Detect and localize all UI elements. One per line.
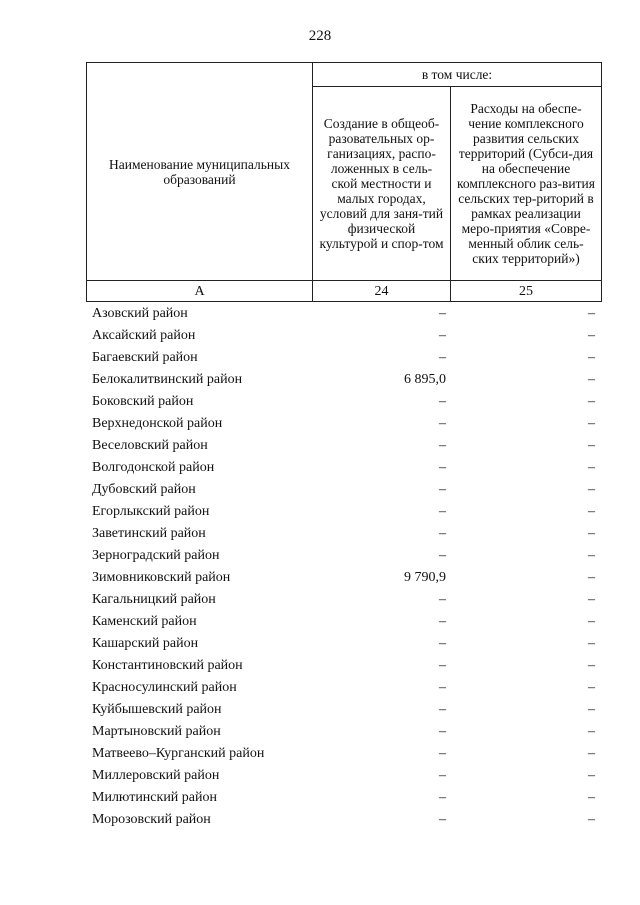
value-col-24: – [439,504,446,519]
table-row [86,457,601,479]
value-col-25: – [588,548,595,563]
table-row [86,523,601,545]
value-col-24: – [439,636,446,651]
municipality-name: Кашарский район [92,636,199,651]
column-24-title: Создание в общеоб-разовательных ор-ганизациях, распо-ложенных в сель-ской местности и малых городах, условий для заня-тий физической культурой и спор-том [319,116,444,251]
municipality-column-header [87,63,313,281]
group-header-label: в том числе: [421,67,493,82]
table-row [86,545,601,567]
value-col-25: – [588,394,595,409]
table-body [86,303,601,831]
value-col-24: – [439,702,446,717]
table-row [86,743,601,765]
value-col-25: – [588,724,595,739]
value-col-24: – [439,350,446,365]
municipality-name: Константиновский район [92,658,243,673]
value-col-24: – [439,680,446,695]
municipality-name: Дубовский район [92,482,196,497]
column-25-title: Расходы на обеспе-чение комплексного развития сельских территорий (Субси-дия на обеспечение комплексного раз-вития сельских тер-риторий в рамках реализации меро-приятия «Совре-менный облик сель-ских территорий») [457,101,595,266]
table-row [86,765,601,787]
table-row [86,501,601,523]
table-row [86,655,601,677]
municipality-name: Зерноградский район [92,548,220,563]
value-col-25: – [588,350,595,365]
table-row [86,325,601,347]
value-col-25: – [588,658,595,673]
table-row [86,435,601,457]
municipality-name: Аксайский район [92,328,196,343]
value-col-24: – [439,548,446,563]
table-row [86,413,601,435]
municipality-name: Куйбышевский район [92,702,222,717]
value-col-24: – [439,482,446,497]
value-col-25: – [588,768,595,783]
column-index-a: А [87,281,313,302]
municipality-name: Багаевский район [92,350,198,365]
value-col-25: – [588,702,595,717]
value-col-25: – [588,372,595,387]
value-col-24: – [439,460,446,475]
value-col-25: – [588,746,595,761]
table-row [86,589,601,611]
value-col-24: 6 895,0 [404,372,446,387]
value-col-24: – [439,812,446,827]
value-col-24: – [439,746,446,761]
value-col-24: 9 790,9 [404,570,446,585]
value-col-24: – [439,724,446,739]
table-row [86,699,601,721]
municipality-name: Кагальницкий район [92,592,216,607]
value-col-25: – [588,592,595,607]
municipality-name: Миллеровский район [92,768,220,783]
table-row [86,611,601,633]
municipality-name: Азовский район [92,306,188,321]
table-row [86,721,601,743]
value-col-24: – [439,416,446,431]
value-col-25: – [588,636,595,651]
value-col-24: – [439,328,446,343]
table-row [86,479,601,501]
municipality-name: Верхнедонской район [92,416,223,431]
municipality-name: Милютинский район [92,790,218,805]
table-row [86,677,601,699]
value-col-24: – [439,790,446,805]
value-col-25: – [588,438,595,453]
table-row [86,391,601,413]
value-col-25: – [588,328,595,343]
table-header [86,62,602,302]
municipality-column-title: Наименование муниципальных образований [109,156,290,187]
value-col-25: – [588,812,595,827]
value-col-25: – [588,460,595,475]
table-row [86,787,601,809]
value-col-25: – [588,482,595,497]
municipality-name: Боковский район [92,394,194,409]
municipality-name: Мартыновский район [92,724,221,739]
municipality-name: Зимовниковский район [92,570,231,585]
value-col-25: – [588,306,595,321]
value-col-25: – [588,526,595,541]
value-col-25: – [588,570,595,585]
table-row [86,633,601,655]
value-col-24: – [439,658,446,673]
table-row [86,347,601,369]
group-header [313,63,602,87]
municipality-name: Белокалитвинский район [92,372,243,387]
value-col-25: – [588,790,595,805]
municipality-name: Каменский район [92,614,197,629]
value-col-25: – [588,614,595,629]
value-col-25: – [588,680,595,695]
municipality-name: Веселовский район [92,438,208,453]
column-24-header [313,87,451,281]
value-col-24: – [439,614,446,629]
value-col-24: – [439,768,446,783]
value-col-24: – [439,526,446,541]
table-row [86,369,601,391]
municipality-name: Красносулинский район [92,680,237,695]
value-col-25: – [588,416,595,431]
column-index-25: 25 [451,281,602,302]
table-row [86,809,601,831]
municipality-name: Морозовский район [92,812,211,827]
value-col-24: – [439,306,446,321]
table-row [86,303,601,325]
value-col-24: – [439,394,446,409]
value-col-24: – [439,438,446,453]
municipality-name: Егорлыкский район [92,504,210,519]
value-col-25: – [588,504,595,519]
page-number: 228 [308,28,332,44]
municipality-name: Волгодонской район [92,460,215,475]
column-index-24: 24 [313,281,451,302]
column-25-header [451,87,602,281]
municipality-name: Матвеево–Курганский район [92,746,265,761]
value-col-24: – [439,592,446,607]
municipality-name: Заветинский район [92,526,206,541]
table-row [86,567,601,589]
